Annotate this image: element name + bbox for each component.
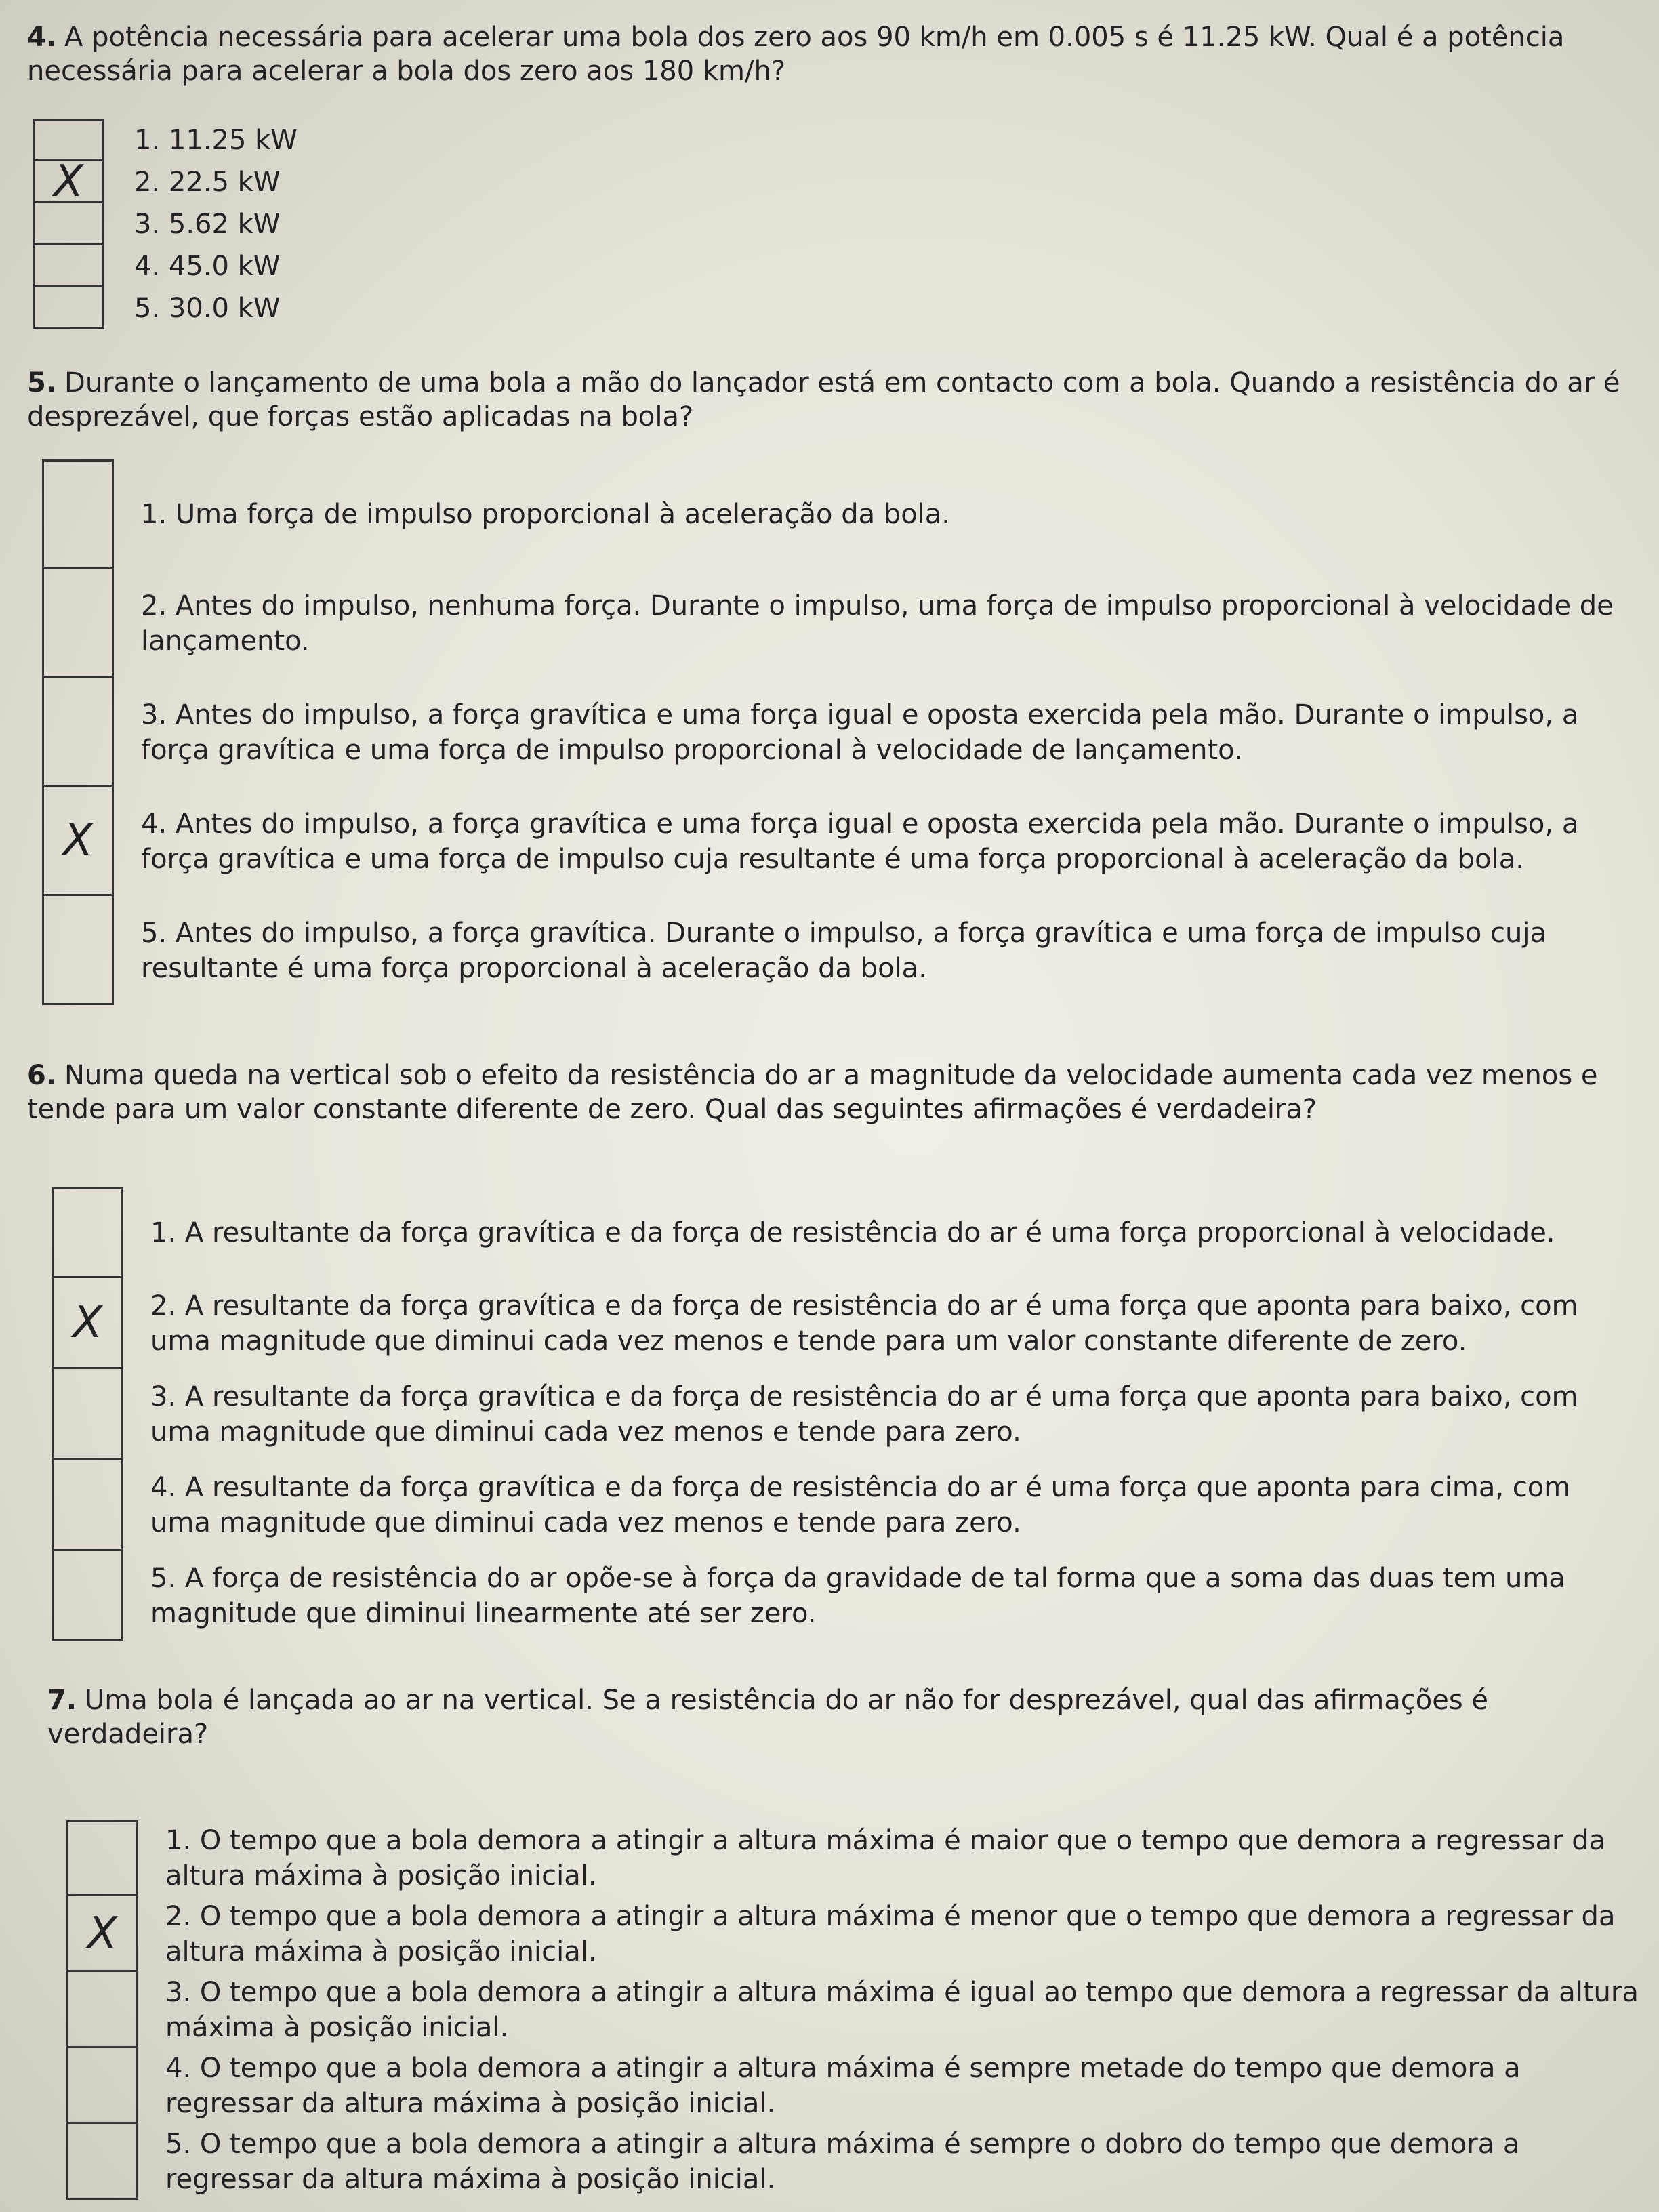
- option-text: 1. A resultante da força gravítica e da força de resistência do ar é uma força proporcional à velocidade.: [150, 1217, 1555, 1248]
- answer-checkbox[interactable]: [52, 1278, 123, 1369]
- option-text: 2. Antes do impulso, nenhuma força. Durante o impulso, uma força de impulso proporcional à velocidade de lançamento.: [141, 590, 1614, 657]
- option-text: 4. 45.0 kW: [134, 251, 281, 282]
- answer-checkbox[interactable]: [42, 896, 114, 1005]
- question-text: Durante o lançamento de uma bola a mão do lançador está em contacto com a bola. Quando a resistência do ar é desprezável, que forças estão aplicadas na bola?: [27, 367, 1620, 432]
- answer-checkbox[interactable]: [66, 1896, 138, 1972]
- option-row: [52, 1187, 1631, 1278]
- option-text: 5. 30.0 kW: [134, 293, 281, 324]
- answer-checkbox[interactable]: [33, 245, 104, 287]
- option-row: [66, 2124, 1639, 2200]
- option-text: 2. A resultante da força gravítica e da força de resistência do ar é uma força que aponta para baixo, com uma magnitude que diminui cada vez menos e tende para um valor constante diferente de zero.: [150, 1290, 1578, 1357]
- answer-checkbox[interactable]: [42, 459, 114, 569]
- answer-checkbox[interactable]: [33, 156, 104, 207]
- option-text: 4. O tempo que a bola demora a atingir a altura máxima é sempre metade do tempo que demora a regressar da altura máxima à posição inicial.: [165, 2053, 1521, 2119]
- option-row: [52, 1278, 1631, 1369]
- answer-checkbox[interactable]: [42, 678, 114, 787]
- question-number: 7.: [47, 1685, 77, 1716]
- option-row: [52, 1369, 1631, 1460]
- option-text: 2. 22.5 kW: [134, 167, 281, 198]
- option-text: 1. Uma força de impulso proporcional à aceleração da bola.: [141, 498, 951, 530]
- answer-checkbox[interactable]: [33, 203, 104, 245]
- option-text: 3. O tempo que a bola demora a atingir a altura máxima é igual ao tempo que demora a regressar da altura máxima à posição inicial.: [165, 1977, 1639, 2043]
- option-row: [66, 1896, 1639, 1972]
- option-text: 5. Antes do impulso, a força gravítica. Durante o impulso, a força gravítica e uma força de impulso cuja resultante é uma força proporcional à aceleração da bola.: [141, 917, 1547, 984]
- question-5-options: [42, 459, 1628, 1005]
- question-number: 5.: [27, 367, 57, 398]
- answer-checkbox[interactable]: [42, 569, 114, 678]
- answer-checkbox[interactable]: [66, 2048, 138, 2124]
- answer-checkbox[interactable]: [52, 1369, 123, 1460]
- handwritten-x-mark: X: [87, 1908, 117, 1959]
- handwritten-x-mark: X: [73, 1297, 102, 1348]
- option-text: 4. A resultante da força gravítica e da força de resistência do ar é uma força que aponta para cima, com uma magnitude que diminui cada vez menos e tende para zero.: [150, 1472, 1571, 1538]
- option-text: 1. O tempo que a bola demora a atingir a altura máxima é maior que o tempo que demora a regressar da altura máxima à posição inicial.: [165, 1825, 1606, 1891]
- question-number: 4.: [27, 22, 57, 53]
- answer-checkbox[interactable]: [33, 119, 104, 161]
- option-row: [52, 1551, 1631, 1641]
- answer-checkbox[interactable]: [33, 287, 104, 329]
- option-row: [33, 119, 298, 161]
- option-text: 3. Antes do impulso, a força gravítica e uma força igual e oposta exercida pela mão. Durante o impulso, a força gravítica e uma força de impulso proporcional à velocidade de lançamento.: [141, 699, 1579, 766]
- question-4-options: [33, 119, 298, 329]
- question-number: 6.: [27, 1060, 57, 1091]
- option-row: [33, 287, 298, 329]
- option-row: [66, 1820, 1639, 1896]
- question-text: Uma bola é lançada ao ar na vertical. Se a resistência do ar não for desprezável, qual das afirmações é verdadeira?: [47, 1685, 1488, 1750]
- answer-checkbox[interactable]: [52, 1187, 123, 1278]
- option-text: 5. A força de resistência do ar opõe-se à força da gravidade de tal forma que a soma das duas tem uma magnitude que diminui linearmente até ser zero.: [150, 1563, 1565, 1629]
- option-row: [42, 459, 1628, 569]
- option-row: [42, 896, 1628, 1005]
- option-text: 4. Antes do impulso, a força gravítica e uma força igual e oposta exercida pela mão. Durante o impulso, a força gravítica e uma força de impulso cuja resultante é uma força proporcional à aceleração da bola.: [141, 808, 1579, 875]
- option-text: 3. A resultante da força gravítica e da força de resistência do ar é uma força que aponta para baixo, com uma magnitude que diminui cada vez menos e tende para zero.: [150, 1381, 1578, 1448]
- question-5-title: [27, 366, 1647, 434]
- question-text: A potência necessária para acelerar uma bola dos zero aos 90 km/h em 0.005 s é 11.25 kW. Qual é a potência necessária para acelerar a bola dos zero aos 180 km/h?: [27, 22, 1565, 87]
- question-4-title: [27, 20, 1647, 88]
- question-7-options: [66, 1820, 1639, 2200]
- question-text: Numa queda na vertical sob o efeito da resistência do ar a magnitude da velocidade aumenta cada vez menos e tende para um valor constante diferente de zero. Qual das seguintes afirmações é verdadeira?: [27, 1060, 1598, 1125]
- option-row: [42, 787, 1628, 896]
- option-row: [42, 569, 1628, 678]
- question-7-title: [47, 1683, 1647, 1751]
- answer-checkbox[interactable]: [42, 787, 114, 896]
- answer-checkbox[interactable]: [52, 1551, 123, 1641]
- option-text: 3. 5.62 kW: [134, 209, 281, 240]
- option-row: [33, 156, 298, 207]
- answer-checkbox[interactable]: [52, 1460, 123, 1551]
- option-row: [33, 245, 298, 287]
- handwritten-x-mark: X: [63, 815, 93, 865]
- option-row: [42, 678, 1628, 787]
- answer-checkbox[interactable]: [66, 2124, 138, 2200]
- handwritten-x-mark: X: [54, 156, 83, 207]
- option-row: [52, 1460, 1631, 1551]
- question-6-options: [52, 1187, 1631, 1641]
- option-row: [66, 1972, 1639, 2048]
- option-row: [33, 203, 298, 245]
- option-text: 1. 11.25 kW: [134, 125, 298, 156]
- answer-checkbox[interactable]: [66, 1820, 138, 1896]
- option-text: 5. O tempo que a bola demora a atingir a altura máxima é sempre o dobro do tempo que demora a regressar da altura máxima à posição inicial.: [165, 2129, 1520, 2195]
- question-6-title: [27, 1059, 1647, 1126]
- option-text: 2. O tempo que a bola demora a atingir a altura máxima é menor que o tempo que demora a regressar da altura máxima à posição inicial.: [165, 1901, 1616, 1967]
- option-row: [66, 2048, 1639, 2124]
- answer-checkbox[interactable]: [66, 1972, 138, 2048]
